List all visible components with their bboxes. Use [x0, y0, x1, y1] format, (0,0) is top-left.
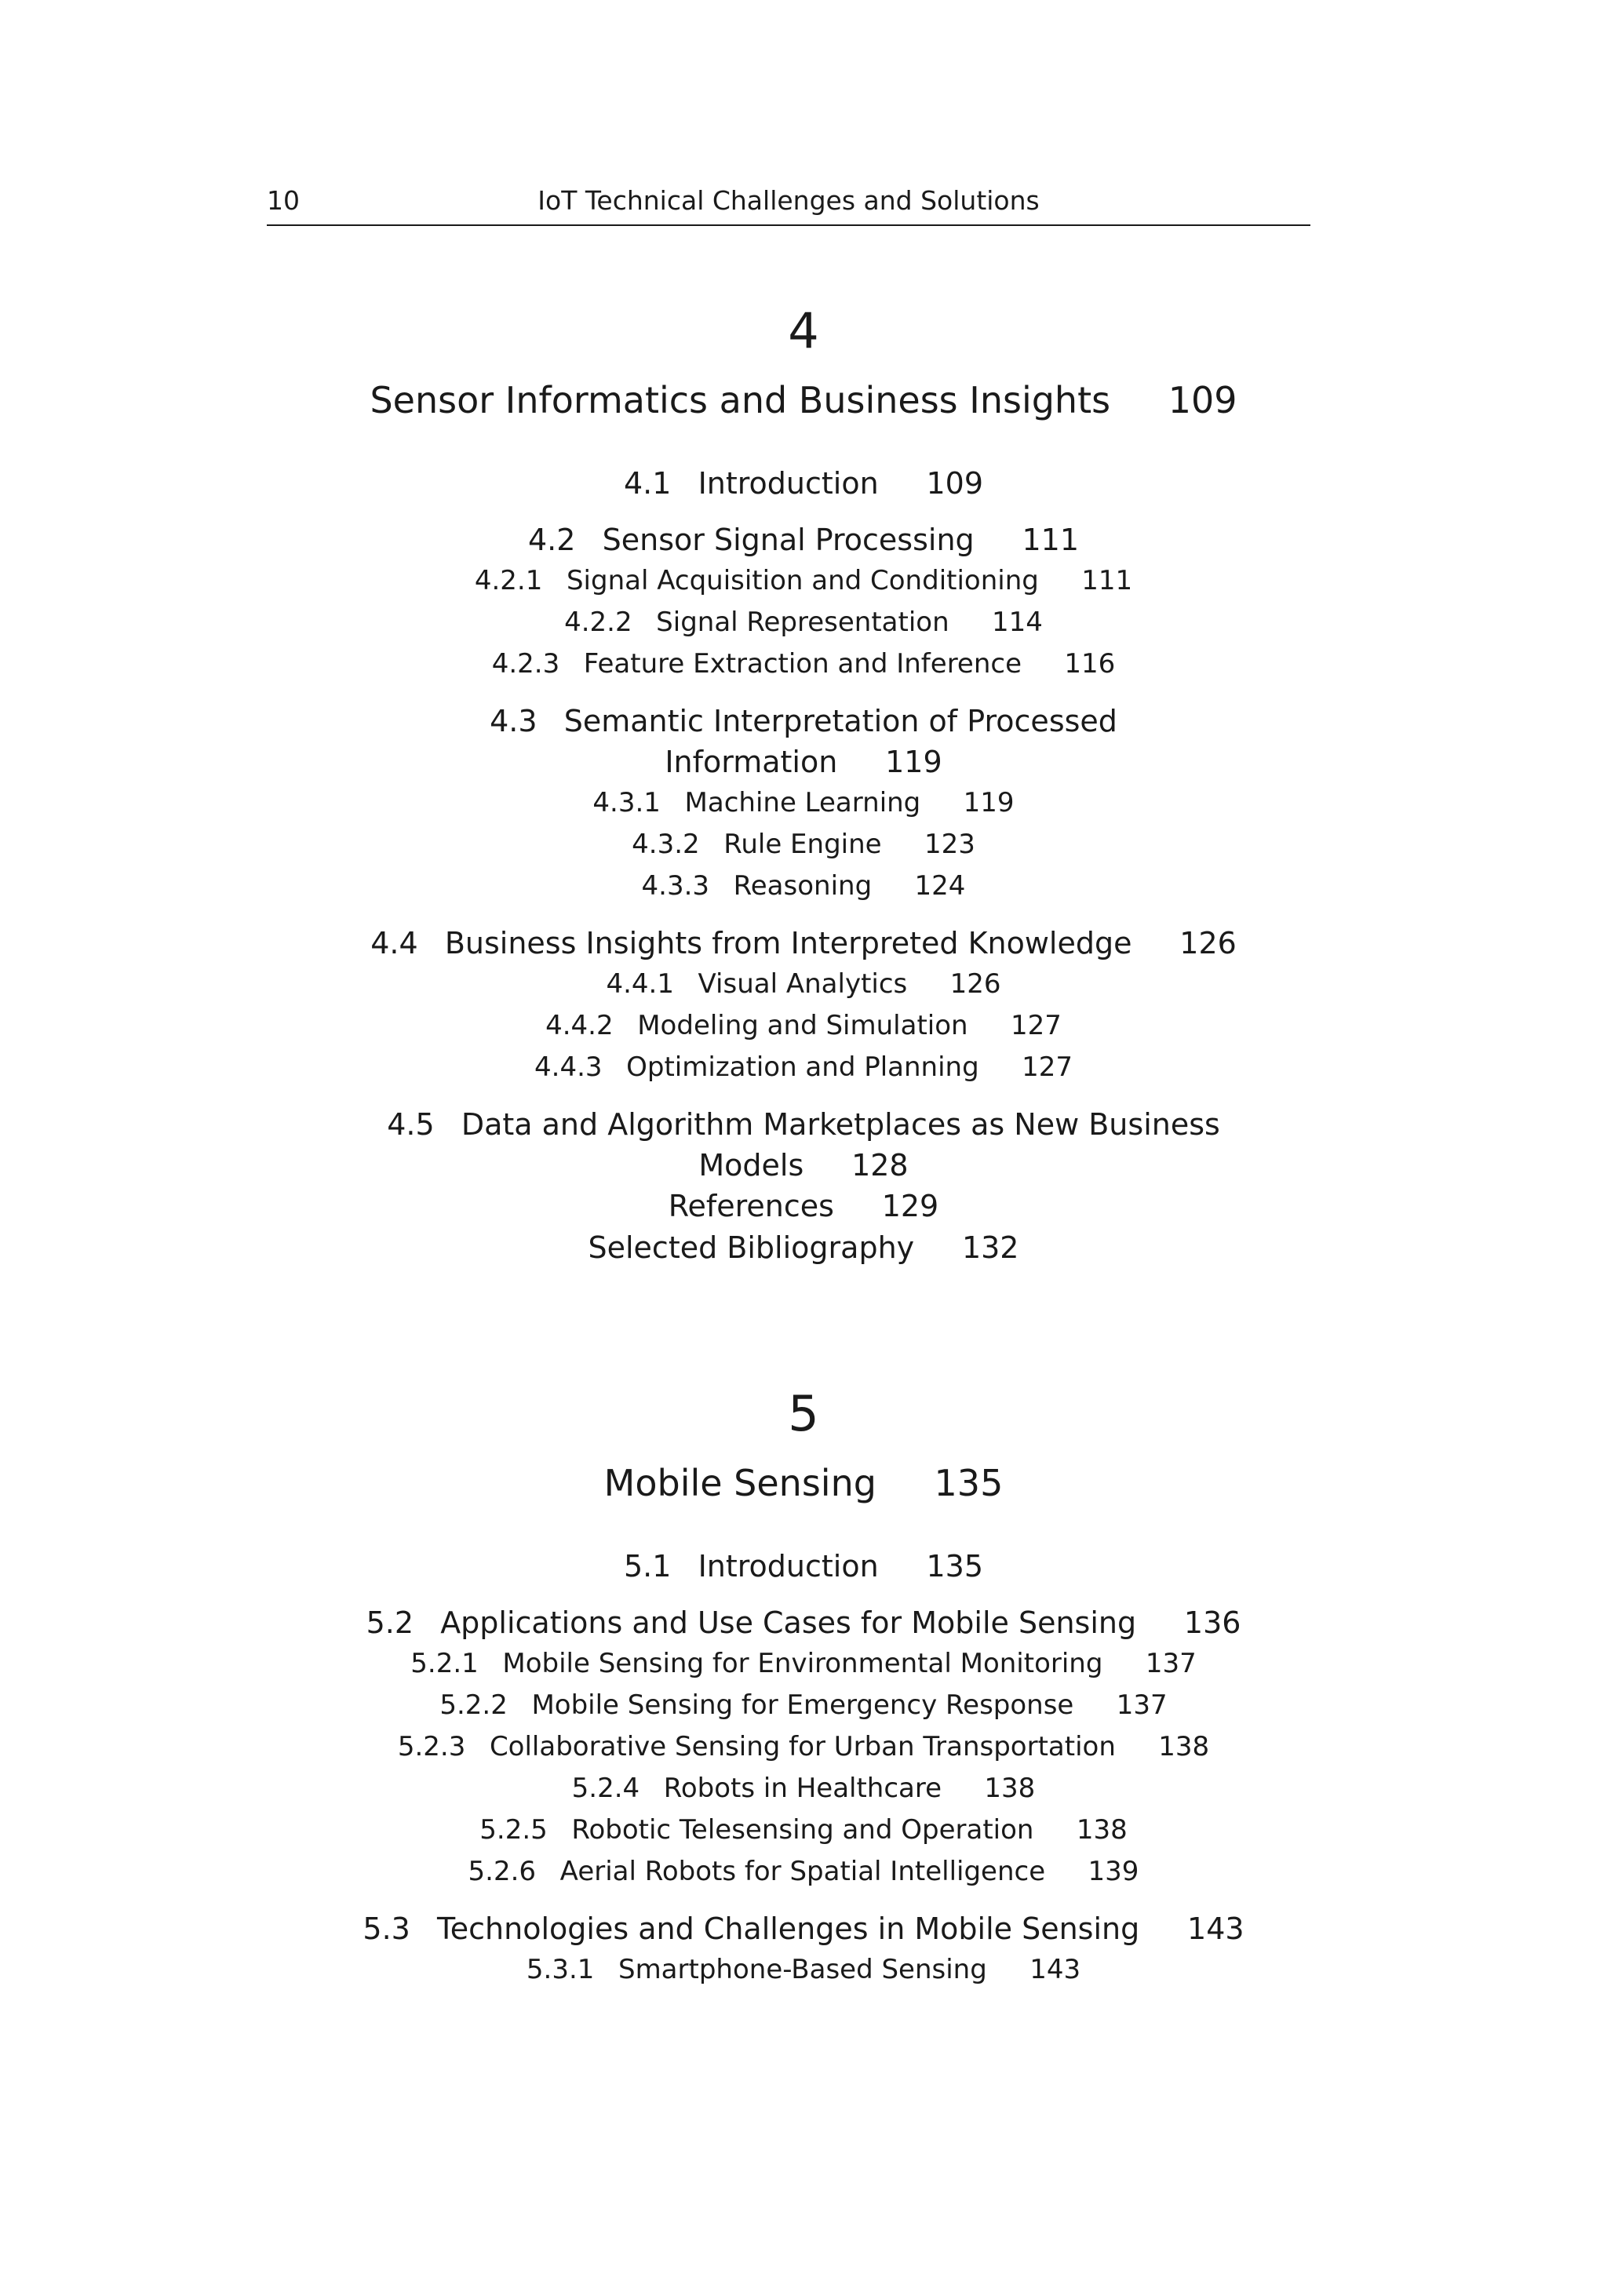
- section-page: 143: [1187, 1912, 1244, 1946]
- toc-subsection: [0, 866, 1607, 907]
- toc-section: [0, 519, 1607, 560]
- toc-subsection: [0, 824, 1607, 866]
- subsection-title: Collaborative Sensing for Urban Transportation: [489, 1731, 1116, 1762]
- subsection-page: 143: [1029, 1954, 1081, 1985]
- chapter-title: [0, 1461, 1607, 1505]
- subsection-title: Robots in Healthcare: [663, 1773, 942, 1804]
- subsection-number: 4.4.2: [545, 1010, 614, 1041]
- toc-references: [0, 1186, 1607, 1227]
- subsection-page: 137: [1116, 1689, 1168, 1721]
- chapter-number: 5: [788, 1385, 819, 1442]
- subsection-title: Smartphone-Based Sensing: [618, 1954, 987, 1985]
- toc-subsection: [0, 560, 1607, 602]
- subsection-number: 5.2.2: [439, 1689, 508, 1721]
- subsection-number: 4.3.1: [592, 787, 661, 818]
- bibliography-page: 132: [961, 1230, 1019, 1265]
- toc-subsection: [0, 1685, 1607, 1726]
- subsection-number: 4.2.2: [564, 607, 632, 638]
- chapter-title-text: Mobile Sensing: [603, 1462, 876, 1504]
- section-title-line2: Information: [665, 745, 838, 779]
- section-title: Applications and Use Cases for Mobile Sensing: [440, 1605, 1137, 1640]
- section-title: Business Insights from Interpreted Knowledge: [444, 926, 1132, 960]
- section-number: 5.1: [623, 1549, 672, 1584]
- subsection-page: 127: [1010, 1010, 1062, 1041]
- subsection-title: Mobile Sensing for Environmental Monitoring: [502, 1648, 1103, 1679]
- chapter-title-text: Sensor Informatics and Business Insights: [370, 379, 1111, 421]
- subsection-number: 5.2.3: [397, 1731, 466, 1762]
- subsection-page: 138: [1076, 1814, 1128, 1846]
- toc-section: [0, 463, 1607, 504]
- toc-section: [0, 701, 1607, 782]
- toc-subsection: [0, 1643, 1607, 1685]
- subsection-number: 5.3.1: [526, 1954, 595, 1985]
- section-page: 111: [1022, 523, 1079, 557]
- subsection-title: Visual Analytics: [698, 968, 908, 1000]
- section-number: 4.5: [387, 1107, 435, 1142]
- toc-subsection: [0, 1726, 1607, 1768]
- subsection-title: Signal Acquisition and Conditioning: [566, 565, 1039, 596]
- subsection-number: 4.2.1: [474, 565, 543, 596]
- running-header: [267, 185, 1310, 226]
- section-title-line1: Semantic Interpretation of Processed: [563, 704, 1117, 738]
- section-number: 4.2: [527, 523, 576, 557]
- bibliography-title: Selected Bibliography: [588, 1230, 915, 1265]
- section-title: Sensor Signal Processing: [602, 523, 975, 557]
- chapter-page: 135: [934, 1462, 1004, 1504]
- section-page: 126: [1179, 926, 1237, 960]
- subsection-number: 4.4.1: [606, 968, 674, 1000]
- subsection-title: Optimization and Planning: [626, 1051, 979, 1083]
- subsection-number: 4.4.3: [534, 1051, 603, 1083]
- references-title: References: [668, 1189, 834, 1223]
- subsection-title: Machine Learning: [684, 787, 921, 818]
- section-page: 136: [1183, 1605, 1241, 1640]
- chapter-page: 109: [1168, 379, 1237, 421]
- subsection-page: 138: [1158, 1731, 1210, 1762]
- section-title-line1: Data and Algorithm Marketplaces as New Business: [461, 1107, 1220, 1142]
- section-number: 4.1: [623, 466, 672, 501]
- toc-subsection: [0, 964, 1607, 1005]
- subsection-page: 126: [949, 968, 1001, 1000]
- section-title: Introduction: [698, 466, 879, 501]
- toc-subsection: [0, 643, 1607, 685]
- subsection-number: 4.3.3: [641, 870, 710, 902]
- chapter-title: [0, 378, 1607, 422]
- running-title: IoT Technical Challenges and Solutions: [537, 185, 1040, 216]
- subsection-title: Robotic Telesensing and Operation: [571, 1814, 1034, 1846]
- section-page: 135: [926, 1549, 984, 1584]
- subsection-number: 4.2.3: [491, 648, 560, 680]
- toc-subsection: [0, 1851, 1607, 1893]
- section-title-line2: Models: [698, 1148, 804, 1183]
- toc-subsection: [0, 1809, 1607, 1851]
- subsection-title: Feature Extraction and Inference: [583, 648, 1022, 680]
- toc-subsection: [0, 782, 1607, 824]
- subsection-number: 5.2.5: [479, 1814, 548, 1846]
- subsection-title: Mobile Sensing for Emergency Response: [531, 1689, 1074, 1721]
- subsection-page: 119: [963, 787, 1015, 818]
- chapter-4: [0, 303, 1607, 1269]
- section-title: Technologies and Challenges in Mobile Sensing: [437, 1912, 1140, 1946]
- toc-section: [0, 1104, 1607, 1186]
- toc-subsection: [0, 1047, 1607, 1088]
- subsection-title: Signal Representation: [656, 607, 949, 638]
- toc-bibliography: [0, 1227, 1607, 1269]
- toc-section: [0, 1546, 1607, 1587]
- page-number: 10: [267, 185, 300, 216]
- section-page: 119: [885, 745, 942, 779]
- toc-subsection: [0, 1768, 1607, 1809]
- subsection-page: 124: [914, 870, 966, 902]
- subsection-title: Modeling and Simulation: [637, 1010, 968, 1041]
- subsection-page: 137: [1145, 1648, 1197, 1679]
- chapter-number: 4: [788, 302, 819, 359]
- section-page: 128: [851, 1148, 909, 1183]
- toc-section: [0, 1602, 1607, 1643]
- toc-section: [0, 1908, 1607, 1949]
- subsection-title: Rule Engine: [723, 829, 882, 860]
- section-number: 5.2: [366, 1605, 414, 1640]
- subsection-title: Reasoning: [733, 870, 873, 902]
- toc-subsection: [0, 602, 1607, 643]
- section-number: 4.4: [370, 926, 418, 960]
- subsection-page: 139: [1088, 1856, 1139, 1887]
- subsection-page: 111: [1081, 565, 1133, 596]
- subsection-page: 138: [984, 1773, 1036, 1804]
- toc-subsection: [0, 1005, 1607, 1047]
- subsection-page: 114: [992, 607, 1043, 638]
- subsection-page: 123: [924, 829, 975, 860]
- references-page: 129: [881, 1189, 939, 1223]
- subsection-number: 5.2.6: [468, 1856, 537, 1887]
- subsection-number: 4.3.2: [632, 829, 700, 860]
- subsection-page: 127: [1022, 1051, 1073, 1083]
- subsection-number: 5.2.4: [571, 1773, 640, 1804]
- toc-section: [0, 923, 1607, 964]
- section-page: 109: [926, 466, 984, 501]
- section-title: Introduction: [698, 1549, 879, 1584]
- subsection-number: 5.2.1: [410, 1648, 479, 1679]
- section-number: 5.3: [363, 1912, 410, 1946]
- subsection-title: Aerial Robots for Spatial Intelligence: [559, 1856, 1046, 1887]
- toc-subsection: [0, 1949, 1607, 1991]
- chapter-5: [0, 1386, 1607, 1991]
- section-number: 4.3: [490, 704, 537, 738]
- subsection-page: 116: [1064, 648, 1116, 680]
